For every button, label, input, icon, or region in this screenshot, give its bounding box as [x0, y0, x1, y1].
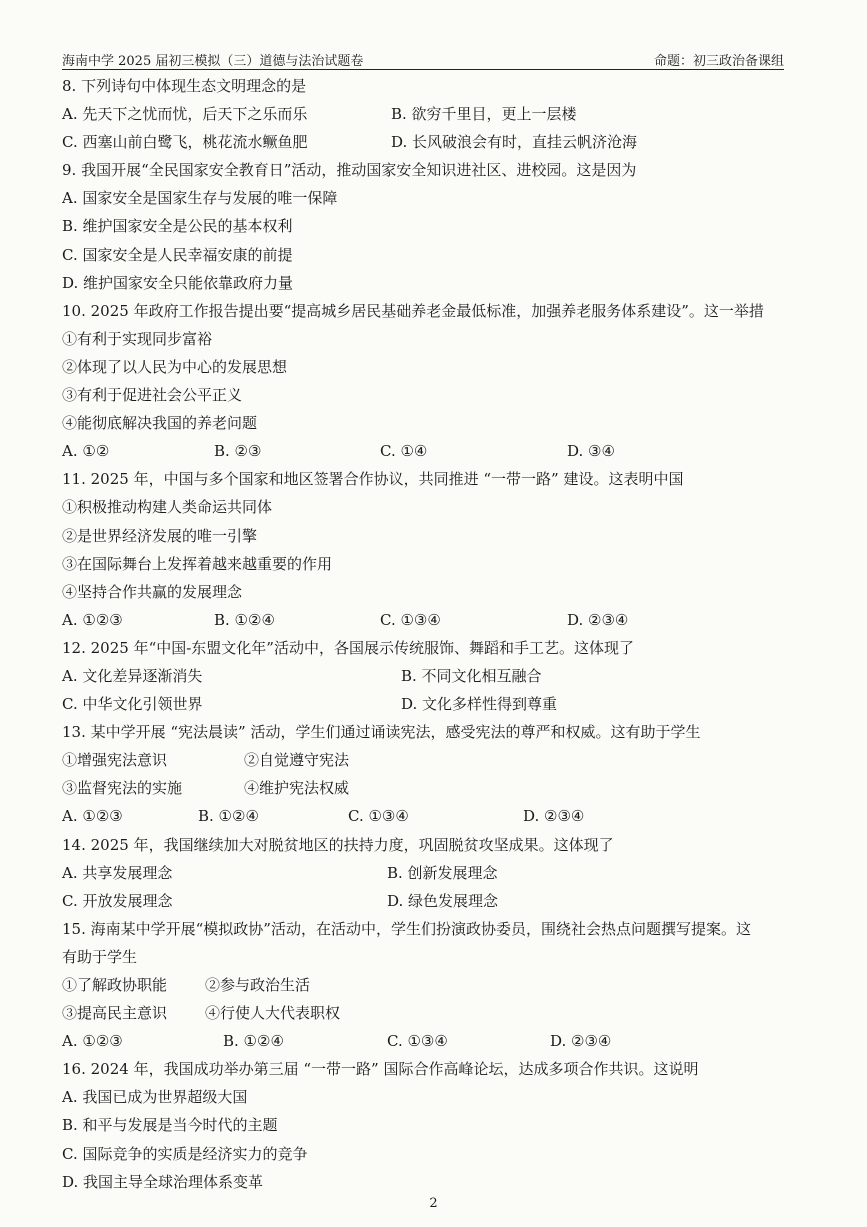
question-15 [62, 915, 812, 1055]
option-a: A. 共享发展理念 [62, 863, 173, 882]
statement-item: ③有利于促进社会公平正义 [62, 386, 243, 405]
option-d: D. 长风破浪会有时，直挂云帆济沧海 [391, 133, 638, 152]
question-stem: 14. 2025 年，我国继续加大对脱贫地区的扶持力度，巩固脱贫攻坚成果。这体现了 [62, 835, 614, 854]
question-stem: 16. 2024 年，我国成功举办第三届 “一带一路” 国际合作高峰论坛，达成多项合作共识。这说明 [62, 1060, 699, 1079]
option-a: A. ①② [62, 442, 110, 461]
statement-item: ①有利于实现同步富裕 [62, 329, 213, 348]
statement-item: ①增强宪法意识 [62, 751, 168, 770]
statement-item: ①了解政协职能 [62, 976, 168, 994]
statement-item: ②是世界经济发展的唯一引擎 [62, 526, 258, 545]
option-b: B. 维护国家安全是公民的基本权利 [62, 217, 293, 236]
statement-row [62, 746, 812, 774]
option-d: D. 绿色发展理念 [387, 891, 499, 910]
option-row [62, 606, 812, 634]
option-c: C. ①④ [380, 442, 428, 461]
option-row [62, 437, 812, 465]
option-c: C. 中华文化引领世界 [62, 695, 203, 714]
statement-item: ④行使人大代表职权 [205, 1004, 341, 1023]
option-c: C. ①③④ [348, 807, 409, 826]
option-c: C. ①③④ [380, 610, 441, 629]
option-row [62, 802, 812, 830]
question-list [62, 72, 812, 1196]
question-12 [62, 634, 812, 718]
question-stem: 12. 2025 年“中国-东盟文化年”活动中，各国展示传统服饰、舞蹈和手工艺。这体现了 [62, 638, 634, 657]
option-a: A. ①②③ [62, 807, 123, 826]
statement-row [62, 999, 812, 1027]
option-b: B. ②③ [214, 442, 262, 461]
exam-title: 海南中学 2025 届初三模拟（三）道德与法治试题卷 [62, 54, 364, 69]
option-d: D. ③④ [567, 442, 615, 461]
option-row [62, 100, 812, 128]
option-b: B. 不同文化相互融合 [401, 666, 542, 685]
option-a: A. 国家安全是国家生存与发展的唯一保障 [62, 189, 338, 208]
question-9 [62, 156, 812, 296]
statement-row [62, 971, 812, 999]
question-stem: 11. 2025 年，中国与多个国家和地区签署合作协议，共同推进 “一带一路” 建设。这表明中国 [62, 470, 684, 489]
option-d: D. ②③④ [550, 1032, 612, 1051]
option-b: B. 创新发展理念 [387, 863, 498, 882]
option-row [62, 662, 812, 690]
question-stem-continued: 有助于学生 [62, 947, 138, 966]
option-d: D. 文化多样性得到尊重 [401, 695, 558, 714]
option-a: A. 我国已成为世界超级大国 [62, 1088, 248, 1107]
statement-row [62, 774, 812, 802]
question-stem: 8. 下列诗句中体现生态文明理念的是 [62, 77, 307, 95]
option-b: B. 欲穷千里目，更上一层楼 [391, 105, 577, 124]
statement-item: ④维护宪法权威 [244, 779, 350, 798]
question-stem: 10. 2025 年政府工作报告提出要“提高城乡居民基础养老金最低标准，加强养老服务体系建设”。这一举措 [62, 301, 764, 320]
statement-item: ④能彻底解决我国的养老问题 [62, 414, 258, 433]
option-c: C. 开放发展理念 [62, 891, 173, 910]
question-13 [62, 718, 812, 830]
option-c: C. 国际竞争的实质是经济实力的竞争 [62, 1144, 308, 1163]
question-16 [62, 1055, 812, 1195]
question-11 [62, 465, 812, 634]
option-d: D. ②③④ [567, 610, 629, 629]
page-number: 2 [429, 1196, 438, 1211]
statement-item: ②自觉遵守宪法 [244, 751, 350, 770]
statement-item: ③在国际舞台上发挥着越来越重要的作用 [62, 554, 333, 573]
question-stem: 9. 我国开展“全民国家安全教育日”活动，推动国家安全知识进社区、进校园。这是因为 [62, 161, 637, 180]
statement-item: ④坚持合作共赢的发展理念 [62, 582, 243, 601]
option-a: A. 文化差异逐渐消失 [62, 666, 203, 685]
question-10 [62, 297, 812, 466]
option-d: D. ②③④ [523, 807, 585, 826]
option-a: A. ①②③ [62, 1032, 123, 1051]
option-row [62, 690, 812, 718]
statement-item: ②体现了以人民为中心的发展思想 [62, 357, 288, 376]
option-row [62, 859, 812, 887]
option-c: C. ①③④ [387, 1032, 448, 1051]
page-header [62, 47, 784, 70]
question-stem: 13. 某中学开展 “宪法晨读” 活动，学生们通过诵读宪法，感受宪法的尊严和权威。这有助于学生 [62, 723, 701, 742]
statement-item: ①积极推动构建人类命运共同体 [62, 498, 273, 517]
option-d: D. 维护国家安全只能依靠政府力量 [62, 273, 294, 292]
option-a: A. 先天下之忧而忧，后天下之乐而乐 [62, 105, 308, 124]
option-c: C. 西塞山前白鹭飞，桃花流水鳜鱼肥 [62, 133, 308, 152]
option-b: B. ①②④ [214, 610, 275, 629]
option-c: C. 国家安全是人民幸福安康的前提 [62, 245, 293, 264]
option-b: B. ①②④ [198, 807, 259, 826]
question-14 [62, 831, 812, 915]
option-row [62, 887, 812, 915]
statement-item: ③提高民主意识 [62, 1004, 168, 1023]
option-b: B. 和平与发展是当今时代的主题 [62, 1116, 278, 1135]
option-b: B. ①②④ [223, 1032, 284, 1051]
exam-author: 命题：初三政治备课组 [653, 54, 784, 69]
statement-item: ②参与政治生活 [205, 976, 311, 994]
option-d: D. 我国主导全球治理体系变革 [62, 1172, 264, 1191]
option-row [62, 128, 812, 156]
question-stem: 15. 海南某中学开展“模拟政协”活动，在活动中，学生们扮演政协委员，围绕社会热点问题撰写提案。这 [62, 919, 751, 938]
statement-item: ③监督宪法的实施 [62, 779, 183, 798]
option-a: A. ①②③ [62, 610, 123, 629]
option-row [62, 1027, 812, 1055]
question-8 [62, 72, 812, 156]
